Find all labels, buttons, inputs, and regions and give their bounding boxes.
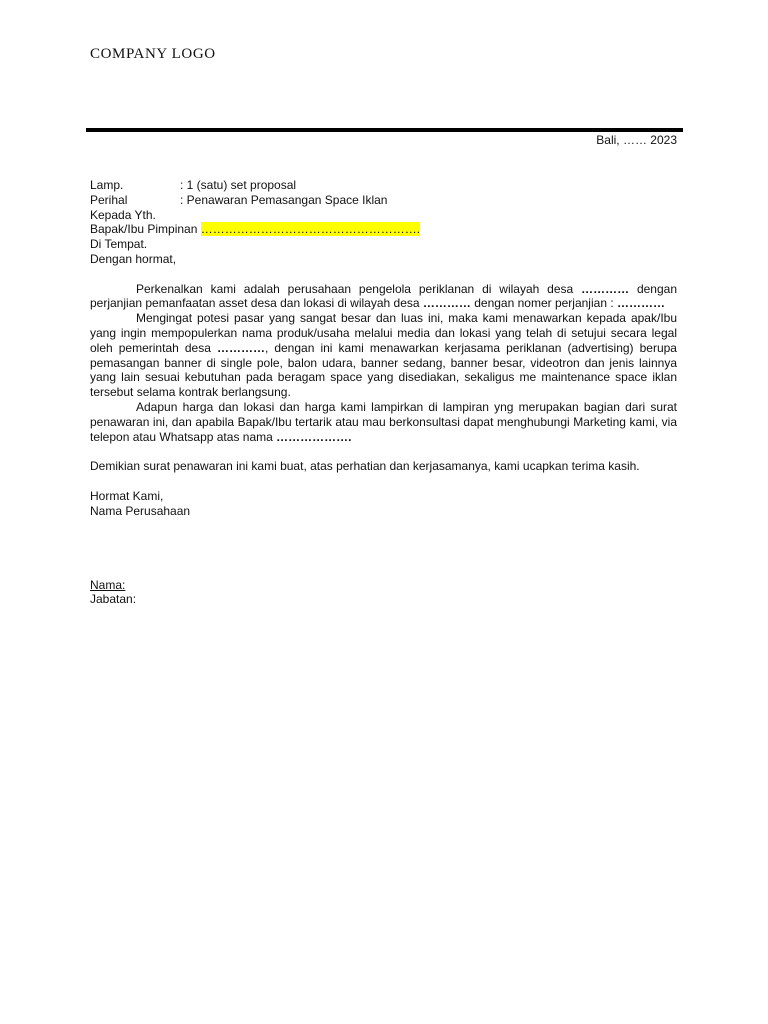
company-logo: COMPANY LOGO	[90, 46, 216, 62]
lamp-label: Lamp.	[90, 178, 124, 192]
place-date: Bali, …… 2023	[596, 133, 677, 147]
paragraph-1	[90, 282, 677, 312]
jabatan-line: Jabatan:	[90, 592, 137, 607]
nama-line: Nama:	[90, 577, 126, 592]
header-rule	[86, 128, 683, 132]
p1-text-a: Perkenalkan kami adalah perusahaan pengelola periklanan di wilayah desa	[136, 281, 582, 296]
lamp-value: : 1 (satu) set proposal	[180, 178, 297, 192]
p2-text-a: Mengingat potesi pasar yang sangat besar dan luas ini, maka kami menawarkan kepada apak/Ibu yang ingin mempopulerkan nama produk/usaha melalui media dan lokasi yang telah di setujui secara legal oleh pemerintah desa	[90, 311, 677, 355]
lamp-row	[90, 178, 677, 193]
p1-text-c: dengan nomer perjanjian :	[470, 296, 617, 311]
spacer	[90, 548, 677, 563]
perihal-row	[90, 193, 677, 208]
pimpinan-label: Bapak/Ibu Pimpinan	[90, 222, 201, 237]
spacer	[90, 267, 677, 282]
spacer	[90, 563, 677, 578]
paragraph-3	[90, 400, 677, 444]
p3-text-a: Adapun harga dan lokasi dan harga kami lampirkan di lampiran yng merupakan bagian dari surat penawaran ini, dan apabila Bapak/Ibu tertarik atau mau berkonsultasi dapat menghubungi Marketing kami, via telepon atau Whatsapp atas nama	[90, 399, 677, 444]
pimpinan-line	[90, 222, 677, 237]
salam-line: Dengan hormat,	[90, 251, 177, 266]
spacer	[90, 533, 677, 548]
spacer	[90, 444, 677, 459]
spacer	[90, 518, 677, 533]
p2-blank: …………	[216, 340, 265, 355]
hormat-line: Hormat Kami,	[90, 488, 164, 503]
p3-blank: ……………….	[276, 429, 352, 444]
perihal-value: : Penawaran Pemasangan Space Iklan	[180, 192, 388, 207]
kepada-line: Kepada Yth.	[90, 207, 156, 222]
p1-blank-3: …………	[617, 296, 665, 311]
company-name-line: Nama Perusahaan	[90, 503, 191, 518]
pimpinan-blank: ……………………………………………….	[200, 222, 421, 237]
p1-text-b: dengan perjanjian pemanfaatan asset desa dan lokasi di wilayah desa	[90, 281, 677, 311]
closing-paragraph: Demikian surat penawaran ini kami buat, atas perhatian dan kerjasamanya, kami ucapkan terima kasih.	[90, 459, 640, 474]
tempat-line: Di Tempat.	[90, 237, 148, 252]
paragraph-2	[90, 311, 677, 400]
p1-blank-1: …………	[581, 281, 630, 296]
spacer	[90, 474, 677, 489]
perihal-label: Perihal	[90, 192, 128, 207]
p1-blank-2: …………	[422, 296, 471, 311]
p2-text-b: , dengan ini kami menawarkan kerjasama periklanan (advertising) berupa pemasangan banner di single pole, balon udara, banner sedang, banner besar, videotron dan jenis lainnya yang lain sesuai kebutuhan pada beragam space yang disediakan, sekaligus me maintenance space iklan tersebut selama kontrak berlangsung.	[90, 340, 677, 400]
letter-body	[90, 178, 677, 607]
